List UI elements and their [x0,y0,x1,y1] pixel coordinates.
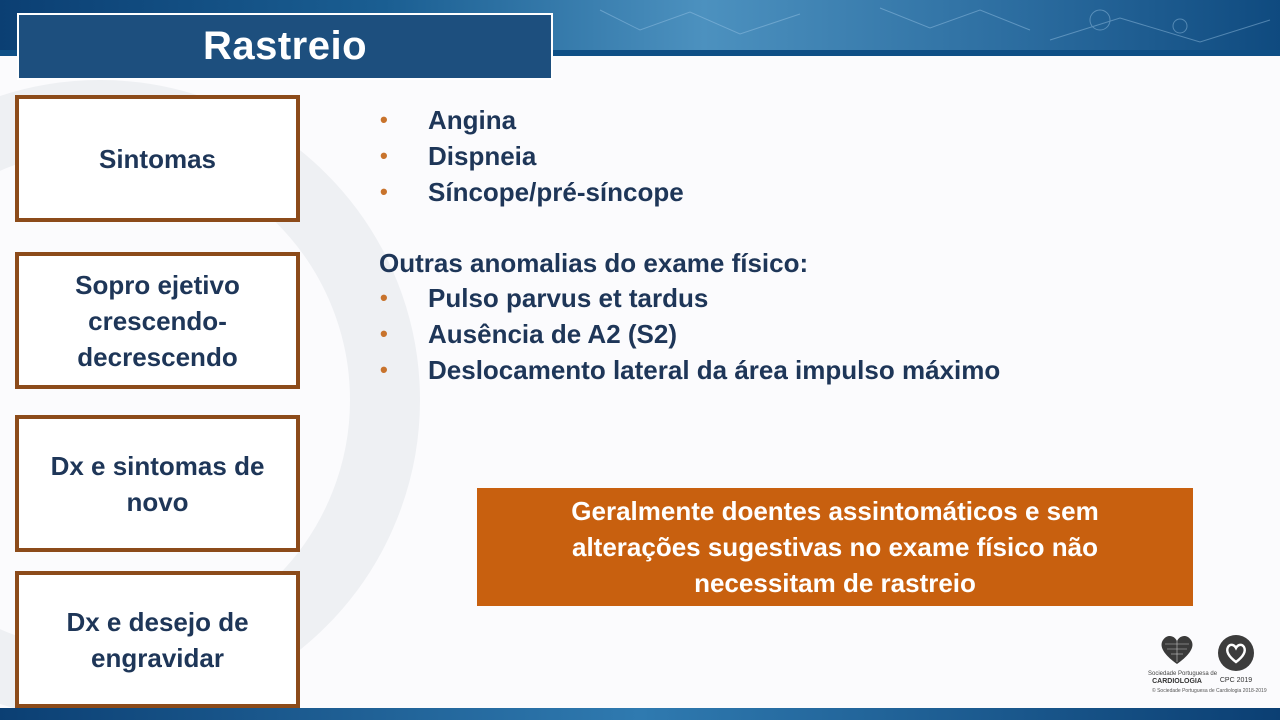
list-item-text: Angina [428,105,517,135]
side-box-sopro [15,252,300,389]
cpc-heart-icon [1217,634,1255,672]
page-title: Rastreio [202,24,368,68]
spc-logo-line1: Sociedade Portuguesa de [1148,671,1218,677]
heart-logo-icon [1157,632,1197,666]
cpc-logo [1214,634,1258,690]
bullet-icon: • [380,321,388,346]
side-box-dx-engravidar [15,571,300,708]
title-bar [17,13,553,80]
list-item [378,316,1000,352]
footer-band [0,708,1280,720]
list-item [378,102,684,138]
bullet-icon: • [380,179,388,204]
side-box-label: Sintomas [98,143,217,174]
side-box-label: Dx e sintomas de novo [50,450,265,517]
exam-heading: Outras anomalias do exame físico: [379,248,809,278]
cpc-logo-label: CPC 2019 [1219,677,1253,684]
bullet-icon: • [380,143,388,168]
list-item [378,280,1000,316]
callout-text: Geralmente doentes assintomáticos e sem alterações sugestivas no exame físico não necessitam de rastreio [571,496,1099,598]
spc-logo-line2: CARDIOLOGIA [1152,678,1202,685]
list-item [378,352,1000,388]
list-item-text: Deslocamento lateral da área impulso máximo [428,355,1001,385]
logo-caption: © Sociedade Portuguesa de Cardiologia 2018-2019 [1152,688,1267,694]
side-box-sintomas [15,95,300,222]
bullet-icon: • [380,107,388,132]
list-item-text: Ausência de A2 (S2) [428,319,678,349]
callout-box [477,488,1193,606]
side-box-label: Sopro ejetivo crescendo-decrescendo [75,269,240,372]
list-item-text: Síncope/pré-síncope [428,177,684,207]
exam-findings-list [378,280,1000,388]
side-box-label: Dx e desejo de engravidar [66,606,249,673]
side-box-dx-sintomas [15,415,300,552]
list-item [378,174,684,210]
bullet-icon: • [380,357,388,382]
list-item-text: Dispneia [428,141,537,171]
bullet-icon: • [380,285,388,310]
symptoms-list [378,102,684,210]
list-item [378,138,684,174]
list-item-text: Pulso parvus et tardus [428,283,709,313]
